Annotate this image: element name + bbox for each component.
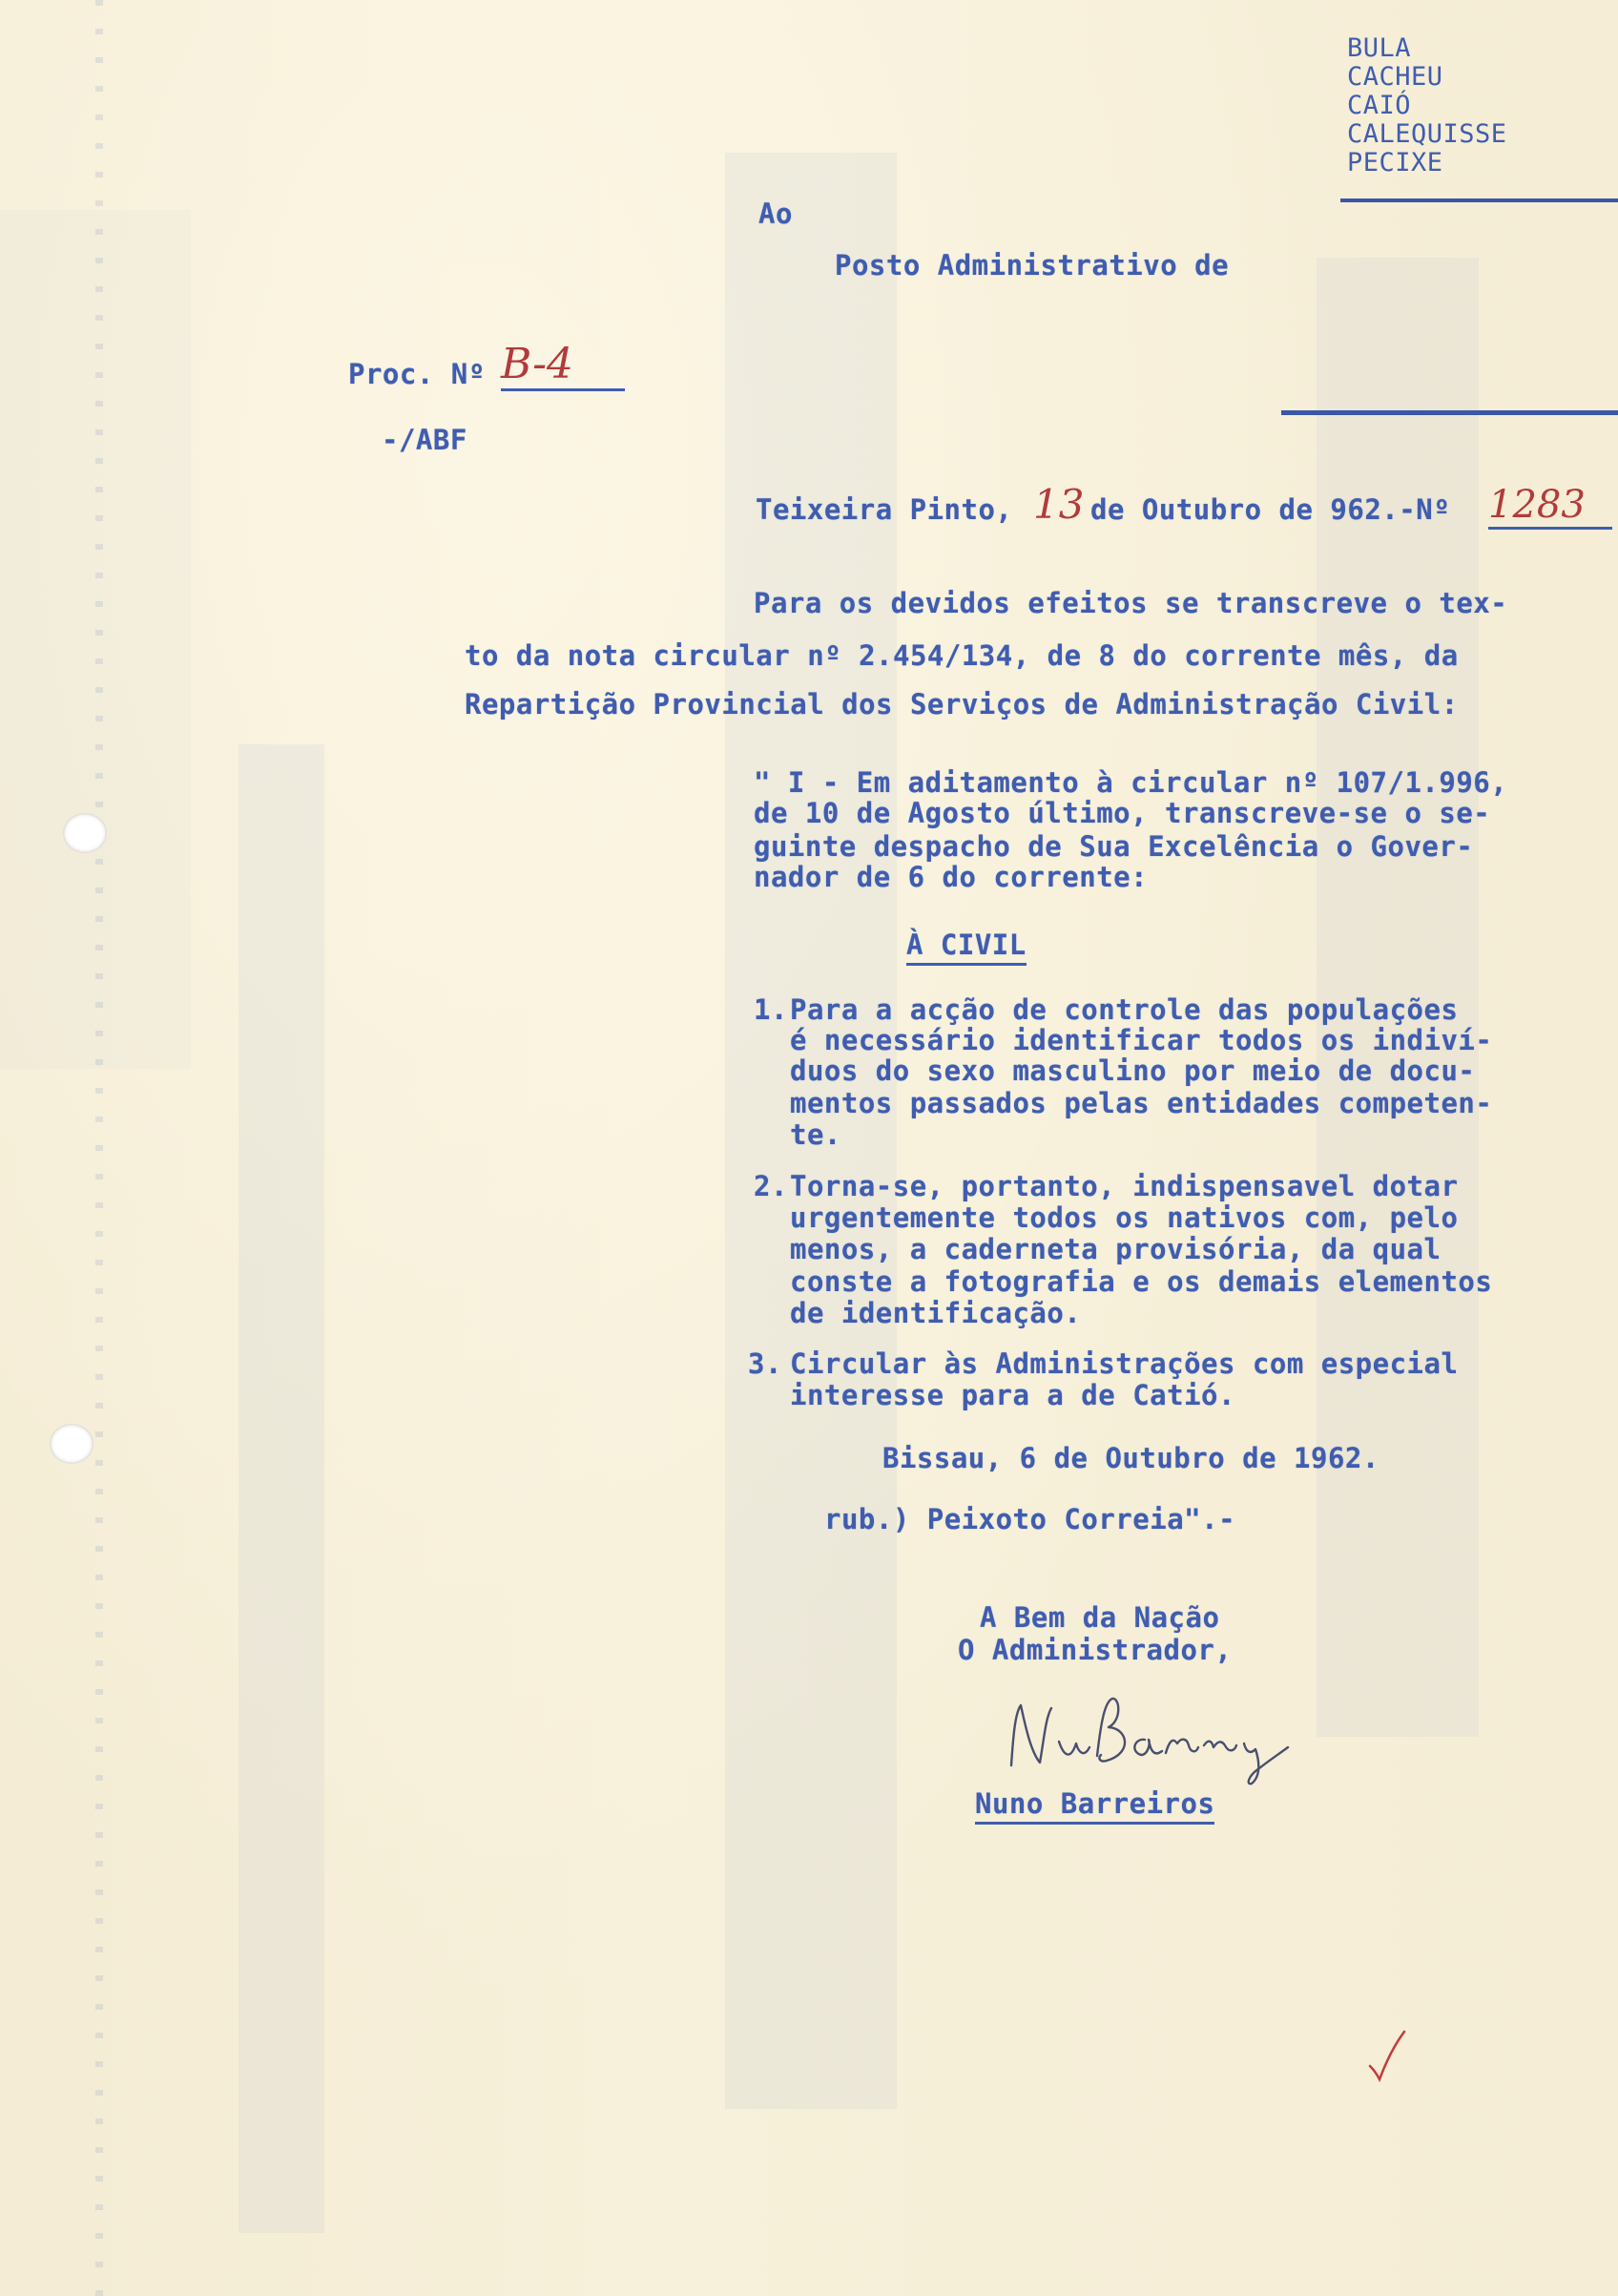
- punch-hole-bottom: [50, 1424, 93, 1464]
- item-line: menos, a caderneta provisória, da qual: [790, 1233, 1442, 1265]
- process-label: Proc. Nº: [348, 358, 486, 390]
- check-mark-icon: [1364, 2028, 1412, 2085]
- item-line: Circular às Administrações com especial: [790, 1347, 1459, 1380]
- bleed-through-shadow: [239, 744, 324, 2233]
- closing-salutation: A Bem da Nação: [980, 1601, 1220, 1634]
- item-number: 2.: [754, 1170, 788, 1202]
- intro-line: Para os devidos efeitos se transcreve o tex-: [754, 587, 1508, 619]
- dateline-rest: de Outubro de 962.-Nº: [1090, 493, 1451, 526]
- margin-rule-marks: [95, 0, 103, 2296]
- routing-item: CAIÓ: [1347, 91, 1412, 120]
- process-number-text: B-4: [501, 340, 574, 388]
- intro-line: to da nota circular nº 2.454/134, de 8 do corrente mês, da: [465, 639, 1459, 672]
- item-line: duos do sexo masculino por meio de docu-: [790, 1054, 1476, 1087]
- item-line: de identificação.: [790, 1297, 1082, 1329]
- quote-rubric: rub.) Peixoto Correia".-: [824, 1503, 1236, 1535]
- dateline-rule: [1281, 410, 1618, 415]
- quote-line: nador de 6 do corrente:: [754, 861, 1149, 893]
- addressee-prefix: Ao: [758, 198, 793, 230]
- dateline-place: Teixeira Pinto,: [756, 493, 1013, 526]
- process-number-handwritten: [501, 340, 625, 391]
- item-line: interesse para a de Catió.: [790, 1379, 1235, 1411]
- dateline-day-handwritten: 13: [1033, 481, 1085, 528]
- routing-item: CACHEU: [1347, 62, 1443, 92]
- addressee-line: Posto Administrativo de: [835, 249, 1230, 282]
- process-reference: -/ABF: [382, 424, 467, 456]
- item-line: Para a acção de controle das populações: [790, 993, 1459, 1026]
- item-line: te.: [790, 1118, 841, 1151]
- dateline-number-text: 1283: [1488, 483, 1586, 527]
- item-line: mentos passados pelas entidades competen-: [790, 1087, 1493, 1119]
- intro-line: Repartição Provincial dos Serviços de Administração Civil:: [465, 688, 1459, 720]
- routing-item: BULA: [1347, 33, 1412, 63]
- quote-line: guinte despacho de Sua Excelência o Gover-: [754, 830, 1474, 863]
- punch-hole-top: [63, 813, 107, 853]
- item-line: conste a fotografia e os demais elementos: [790, 1265, 1493, 1298]
- item-line: Torna-se, portanto, indispensavel dotar: [790, 1170, 1459, 1202]
- quote-place-date: Bissau, 6 de Outubro de 1962.: [882, 1442, 1379, 1474]
- handwritten-signature: [1002, 1684, 1345, 1789]
- signatory-name: Nuno Barreiros: [975, 1788, 1214, 1825]
- item-line: é necessário identificar todos os indiví-: [790, 1024, 1493, 1056]
- routing-item: CALEQUISSE: [1347, 119, 1507, 149]
- routing-list: [1347, 34, 1566, 177]
- item-number: 3.: [748, 1347, 782, 1380]
- section-heading: À CIVIL: [906, 929, 1027, 966]
- routing-underline: [1340, 198, 1618, 202]
- dateline-number-handwritten: [1488, 483, 1612, 530]
- item-line: urgentemente todos os nativos com, pelo: [790, 1201, 1459, 1234]
- quote-line: de 10 de Agosto último, transcreve-se o se-: [754, 797, 1491, 829]
- item-number: 1.: [754, 993, 788, 1026]
- closing-title: O Administrador,: [958, 1634, 1233, 1666]
- routing-item: PECIXE: [1347, 148, 1443, 177]
- quote-line: " I - Em aditamento à circular nº 107/1.996,: [754, 766, 1508, 799]
